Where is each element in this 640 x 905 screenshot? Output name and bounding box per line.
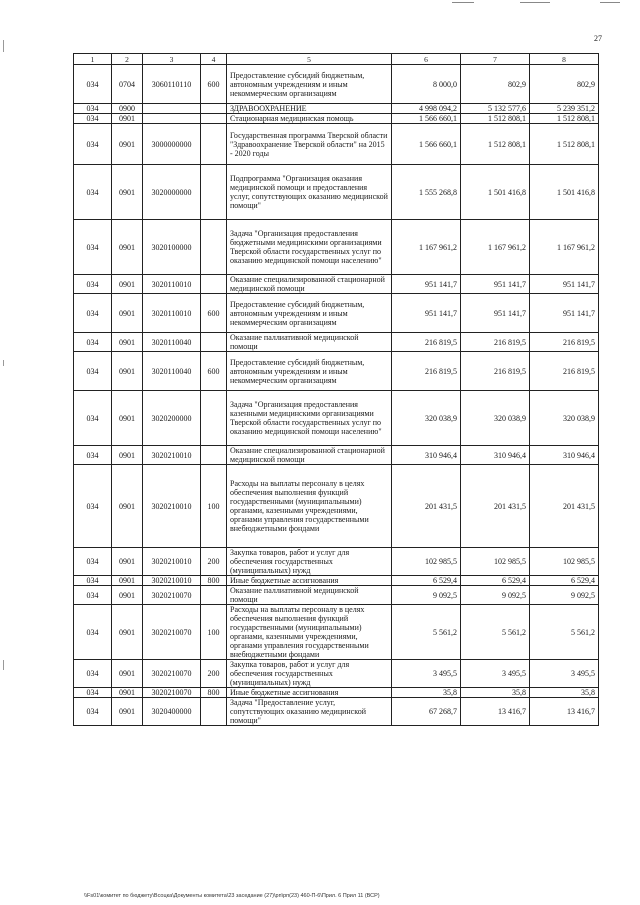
amount-year2-cell: 320 038,9 (461, 391, 530, 446)
amount-year1-cell: 310 946,4 (392, 446, 461, 465)
expense-type-cell (201, 446, 227, 465)
section-code-cell: 0901 (112, 576, 143, 586)
target-article-cell (143, 114, 201, 124)
target-article-cell: 3020210010 (143, 446, 201, 465)
section-code-cell: 0901 (112, 333, 143, 352)
target-article-cell: 3020110040 (143, 333, 201, 352)
admin-code-cell: 034 (74, 333, 112, 352)
amount-year1-cell: 102 985,5 (392, 548, 461, 576)
admin-code-cell: 034 (74, 688, 112, 698)
amount-year1-cell: 35,8 (392, 688, 461, 698)
amount-year3-cell: 35,8 (530, 688, 599, 698)
amount-year2-cell: 5 561,2 (461, 605, 530, 660)
description-cell: Иные бюджетные ассигнования (227, 688, 392, 698)
table-row (74, 352, 599, 391)
admin-code-cell: 034 (74, 446, 112, 465)
admin-code-cell: 034 (74, 294, 112, 333)
target-article-cell: 3020100000 (143, 220, 201, 275)
admin-code-cell: 034 (74, 605, 112, 660)
header-cell: 7 (461, 54, 530, 65)
amount-year2-cell: 1 167 961,2 (461, 220, 530, 275)
header-cell: 3 (143, 54, 201, 65)
table-header-row (74, 54, 599, 65)
amount-year3-cell: 216 819,5 (530, 352, 599, 391)
expense-type-cell (201, 698, 227, 726)
target-article-cell: 3020210070 (143, 660, 201, 688)
expense-type-cell: 800 (201, 688, 227, 698)
table-row (74, 124, 599, 165)
target-article-cell: 3020110010 (143, 275, 201, 294)
table-row (74, 275, 599, 294)
amount-year1-cell: 8 000,0 (392, 65, 461, 104)
table-row (74, 165, 599, 220)
table-row (74, 698, 599, 726)
admin-code-cell: 034 (74, 104, 112, 114)
amount-year1-cell: 67 268,7 (392, 698, 461, 726)
admin-code-cell: 034 (74, 391, 112, 446)
section-code-cell: 0901 (112, 165, 143, 220)
admin-code-cell: 034 (74, 465, 112, 548)
amount-year2-cell: 1 512 808,1 (461, 114, 530, 124)
section-code-cell: 0901 (112, 446, 143, 465)
description-cell: Предоставление субсидий бюджетным, автономным учреждениям и иным некоммерческим организациям (227, 352, 392, 391)
amount-year3-cell: 310 946,4 (530, 446, 599, 465)
section-code-cell: 0900 (112, 104, 143, 114)
amount-year3-cell: 102 985,5 (530, 548, 599, 576)
section-code-cell: 0704 (112, 65, 143, 104)
description-cell: Расходы на выплаты персоналу в целях обеспечения выполнения функций государственными (муниципальными) органами, казенными учреждениями, органами управления государственными внебюджетными фондами (227, 605, 392, 660)
expense-type-cell (201, 124, 227, 165)
target-article-cell: 3020110040 (143, 352, 201, 391)
description-cell: Расходы на выплаты персоналу в целях обеспечения выполнения функций государственными (муниципальными) органами, казенными учреждениями, органами управления государственными внебюджетными фондами (227, 465, 392, 548)
section-code-cell: 0901 (112, 688, 143, 698)
expense-type-cell: 800 (201, 576, 227, 586)
description-cell: Предоставление субсидий бюджетным, автономным учреждениям и иным некоммерческим организациям (227, 294, 392, 333)
description-cell: Закупка товаров, работ и услуг для обеспечения государственных (муниципальных) нужд (227, 660, 392, 688)
expense-type-cell (201, 104, 227, 114)
amount-year3-cell: 1 512 808,1 (530, 114, 599, 124)
header-cell: 8 (530, 54, 599, 65)
budget-table (73, 53, 599, 726)
description-cell: Подпрограмма "Организация оказания медицинской помощи и предоставления услуг, сопутствующих оказанию медицинской помощи" (227, 165, 392, 220)
expense-type-cell: 600 (201, 294, 227, 333)
amount-year3-cell: 216 819,5 (530, 333, 599, 352)
target-article-cell: 3020210070 (143, 586, 201, 605)
amount-year3-cell: 13 416,7 (530, 698, 599, 726)
scan-edge-mark (3, 360, 4, 366)
amount-year3-cell: 951 141,7 (530, 275, 599, 294)
section-code-cell: 0901 (112, 605, 143, 660)
amount-year2-cell: 102 985,5 (461, 548, 530, 576)
admin-code-cell: 034 (74, 124, 112, 165)
section-code-cell: 0901 (112, 465, 143, 548)
description-cell: Оказание паллиативной медицинской помощи (227, 586, 392, 605)
table-row (74, 114, 599, 124)
admin-code-cell: 034 (74, 65, 112, 104)
section-code-cell: 0901 (112, 660, 143, 688)
admin-code-cell: 034 (74, 586, 112, 605)
target-article-cell (143, 104, 201, 114)
table-row (74, 104, 599, 114)
header-cell: 5 (227, 54, 392, 65)
admin-code-cell: 034 (74, 576, 112, 586)
description-cell: Задача "Организация предоставления бюджетными медицинскими организациями Тверской области государственных услуг по оказанию медицинской помощи населению" (227, 220, 392, 275)
target-article-cell: 3020210010 (143, 576, 201, 586)
page-number: 27 (594, 34, 602, 43)
expense-type-cell: 100 (201, 465, 227, 548)
header-cell: 4 (201, 54, 227, 65)
amount-year3-cell: 5 239 351,2 (530, 104, 599, 114)
scan-mark (452, 2, 474, 3)
header-cell: 6 (392, 54, 461, 65)
admin-code-cell: 034 (74, 660, 112, 688)
description-cell: Задача "Организация предоставления казенными медицинскими организациями Тверской области государственных услуг по оказанию медицинской помощи населению" (227, 391, 392, 446)
section-code-cell: 0901 (112, 698, 143, 726)
amount-year3-cell: 1 512 808,1 (530, 124, 599, 165)
expense-type-cell (201, 114, 227, 124)
description-cell: Задача "Предоставление услуг, сопутствующих оказанию медицинской помощи" (227, 698, 392, 726)
admin-code-cell: 034 (74, 352, 112, 391)
amount-year1-cell: 951 141,7 (392, 275, 461, 294)
target-article-cell: 3020000000 (143, 165, 201, 220)
amount-year2-cell: 5 132 577,6 (461, 104, 530, 114)
amount-year1-cell: 1 566 660,1 (392, 124, 461, 165)
admin-code-cell: 034 (74, 275, 112, 294)
amount-year3-cell: 201 431,5 (530, 465, 599, 548)
expense-type-cell (201, 333, 227, 352)
amount-year2-cell: 1 512 808,1 (461, 124, 530, 165)
table-row (74, 605, 599, 660)
target-article-cell: 3020200000 (143, 391, 201, 446)
table-row (74, 688, 599, 698)
expense-type-cell (201, 275, 227, 294)
table-row (74, 391, 599, 446)
amount-year1-cell: 4 998 094,2 (392, 104, 461, 114)
scan-mark (520, 2, 550, 3)
table-row (74, 65, 599, 104)
table-row (74, 220, 599, 275)
scan-edge-mark (3, 660, 4, 670)
footer-file-path: \\Fs01\комитет по бюджету\Всоцка\Документы комитета\23 заседание (27)\рп\рп(23) 460-П-6\Прил. 6 Прил 11 (ВСР) (84, 893, 380, 899)
amount-year3-cell: 6 529,4 (530, 576, 599, 586)
header-cell: 1 (74, 54, 112, 65)
amount-year2-cell: 3 495,5 (461, 660, 530, 688)
expense-type-cell (201, 586, 227, 605)
section-code-cell: 0901 (112, 391, 143, 446)
amount-year3-cell: 951 141,7 (530, 294, 599, 333)
target-article-cell: 3020210010 (143, 548, 201, 576)
admin-code-cell: 034 (74, 220, 112, 275)
table-row (74, 660, 599, 688)
table-row (74, 576, 599, 586)
description-cell: Оказание паллиативной медицинской помощи (227, 333, 392, 352)
description-cell: Предоставление субсидий бюджетным, автономным учреждениям и иным некоммерческим организациям (227, 65, 392, 104)
description-cell: Оказание специализированной стационарной медицинской помощи (227, 446, 392, 465)
description-cell: Иные бюджетные ассигнования (227, 576, 392, 586)
admin-code-cell: 034 (74, 165, 112, 220)
expense-type-cell: 200 (201, 660, 227, 688)
amount-year3-cell: 3 495,5 (530, 660, 599, 688)
expense-type-cell: 600 (201, 352, 227, 391)
section-code-cell: 0901 (112, 275, 143, 294)
target-article-cell: 3020110010 (143, 294, 201, 333)
amount-year1-cell: 1 167 961,2 (392, 220, 461, 275)
amount-year3-cell: 9 092,5 (530, 586, 599, 605)
description-cell: Оказание специализированной стационарной медицинской помощи (227, 275, 392, 294)
target-article-cell: 3000000000 (143, 124, 201, 165)
amount-year2-cell: 216 819,5 (461, 333, 530, 352)
amount-year3-cell: 5 561,2 (530, 605, 599, 660)
description-cell: ЗДРАВООХРАНЕНИЕ (227, 104, 392, 114)
budget-table-body (74, 54, 599, 726)
section-code-cell: 0901 (112, 586, 143, 605)
admin-code-cell: 034 (74, 548, 112, 576)
amount-year2-cell: 9 092,5 (461, 586, 530, 605)
amount-year3-cell: 1 167 961,2 (530, 220, 599, 275)
amount-year2-cell: 35,8 (461, 688, 530, 698)
expense-type-cell: 600 (201, 65, 227, 104)
target-article-cell: 3020210010 (143, 465, 201, 548)
amount-year1-cell: 5 561,2 (392, 605, 461, 660)
amount-year1-cell: 216 819,5 (392, 352, 461, 391)
expense-type-cell: 100 (201, 605, 227, 660)
description-cell: Закупка товаров, работ и услуг для обеспечения государственных (муниципальных) нужд (227, 548, 392, 576)
expense-type-cell: 200 (201, 548, 227, 576)
target-article-cell: 3060110110 (143, 65, 201, 104)
scan-edge-mark (3, 40, 4, 52)
expense-type-cell (201, 165, 227, 220)
section-code-cell: 0901 (112, 548, 143, 576)
description-cell: Стационарная медицинская помощь (227, 114, 392, 124)
expense-type-cell (201, 220, 227, 275)
amount-year2-cell: 951 141,7 (461, 275, 530, 294)
amount-year3-cell: 802,9 (530, 65, 599, 104)
amount-year3-cell: 1 501 416,8 (530, 165, 599, 220)
table-row (74, 465, 599, 548)
expense-type-cell (201, 391, 227, 446)
amount-year2-cell: 802,9 (461, 65, 530, 104)
amount-year2-cell: 1 501 416,8 (461, 165, 530, 220)
amount-year1-cell: 3 495,5 (392, 660, 461, 688)
amount-year2-cell: 951 141,7 (461, 294, 530, 333)
amount-year1-cell: 951 141,7 (392, 294, 461, 333)
header-cell: 2 (112, 54, 143, 65)
description-cell: Государственная программа Тверской области "Здравоохранение Тверской области" на 2015 - 2020 годы (227, 124, 392, 165)
amount-year3-cell: 320 038,9 (530, 391, 599, 446)
section-code-cell: 0901 (112, 220, 143, 275)
amount-year1-cell: 1 555 268,8 (392, 165, 461, 220)
section-code-cell: 0901 (112, 294, 143, 333)
table-row (74, 333, 599, 352)
table-row (74, 548, 599, 576)
amount-year1-cell: 1 566 660,1 (392, 114, 461, 124)
amount-year2-cell: 6 529,4 (461, 576, 530, 586)
target-article-cell: 3020210070 (143, 688, 201, 698)
section-code-cell: 0901 (112, 352, 143, 391)
admin-code-cell: 034 (74, 698, 112, 726)
amount-year2-cell: 13 416,7 (461, 698, 530, 726)
amount-year2-cell: 201 431,5 (461, 465, 530, 548)
amount-year2-cell: 216 819,5 (461, 352, 530, 391)
admin-code-cell: 034 (74, 114, 112, 124)
amount-year1-cell: 216 819,5 (392, 333, 461, 352)
scan-mark (600, 2, 620, 3)
amount-year1-cell: 6 529,4 (392, 576, 461, 586)
table-row (74, 294, 599, 333)
amount-year2-cell: 310 946,4 (461, 446, 530, 465)
amount-year1-cell: 201 431,5 (392, 465, 461, 548)
target-article-cell: 3020210070 (143, 605, 201, 660)
section-code-cell: 0901 (112, 114, 143, 124)
section-code-cell: 0901 (112, 124, 143, 165)
target-article-cell: 3020400000 (143, 698, 201, 726)
amount-year1-cell: 320 038,9 (392, 391, 461, 446)
table-row (74, 586, 599, 605)
table-row (74, 446, 599, 465)
amount-year1-cell: 9 092,5 (392, 586, 461, 605)
